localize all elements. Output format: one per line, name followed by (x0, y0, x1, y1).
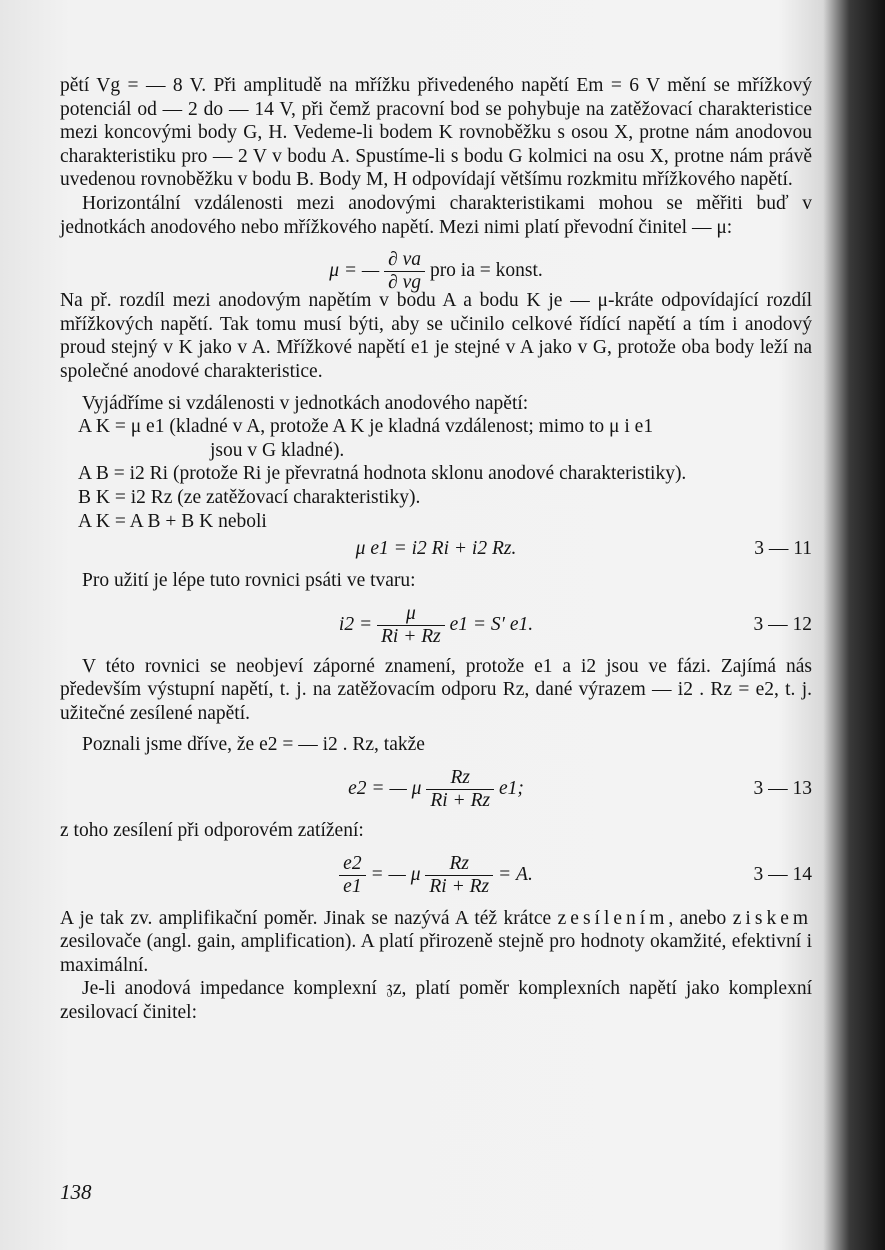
eq12-lhs: i2 = (338, 613, 373, 635)
spaced-term-zesilenim: zesílením (557, 907, 669, 929)
eq14-fraction-left (339, 853, 365, 898)
paragraph-10: Je-li anodová impedance komplexní 𝔷z, platí poměr komplexních napětí jako komplexní zesilovací činitel: (60, 978, 812, 1024)
distance-list (60, 415, 812, 533)
eq11-number: 3 — 11 (754, 538, 812, 560)
page-number: 138 (60, 1180, 92, 1204)
eq13-number: 3 — 13 (753, 778, 812, 800)
eq14-number: 3 — 14 (753, 863, 812, 885)
eq12-denominator: Ri + Rz (380, 625, 441, 647)
spaced-term-ziskem: ziskem (732, 907, 813, 929)
eq14-denominator-left: e1 (343, 875, 362, 897)
eq-mu-denominator: ∂ vg (388, 272, 422, 294)
eq14-denominator-right: Ri + Rz (429, 875, 490, 897)
paragraph-3: Na př. rozdíl mezi anodovým napětím v bodu A a bodu K je — μ-kráte odpovídající rozdíl mřížkových napětí. Tak tomu musí býti, aby se učinilo celkové řídící napětí a tím i anodový proud stejný v K jako v A. Mřížkové napětí e1 je stejné v A jako v G, protože oba body leží na společné anodové charakteristice. (60, 290, 812, 382)
paragraph-1: pětí Vg = — 8 V. Při amplitudě na mřížku přivedeného napětí Em = 6 V mění se mřížkový potenciál od — 2 do — 14 V, při čemž pracovní bod se pohybuje na zatěžovací charakteristice mezi koncovými body G, H. Vedeme-li bodem K rovnoběžku s osou X, protne nám anodovou charakteristiku pro — 2 V v bodu A. Spustíme-li s bodu G kolmici na osu X, protne nám právě uvedenou rovnoběžku v bodu B. Body M, H odpovídají většímu rozkmitu mřížkového napětí. (60, 75, 812, 191)
list-item: jsou v G kladné). (210, 439, 345, 461)
paragraph-9-part: zesilovače (angl. gain, amplification). A platí přirozeně stejně pro hodnoty okamžité, efektivní i maximální. (60, 931, 812, 976)
paragraph-9-part: , anebo (668, 907, 733, 929)
eq13-denominator: Ri + Rz (430, 790, 491, 812)
eq14-middle: = — μ (370, 863, 421, 885)
eq12-numerator: μ (377, 603, 445, 626)
paragraph-4: Vyjádříme si vzdálenosti v jednotkách anodového napětí: (82, 392, 529, 414)
eq-mu-lhs: μ = — (329, 260, 380, 282)
eq13-numerator: Rz (426, 767, 494, 790)
equation-mu (60, 239, 812, 294)
eq13-fraction (426, 767, 494, 812)
paragraph-7: Poznali jsme dříve, že e2 = — i2 . Rz, takže (82, 734, 425, 756)
paragraph-2: Horizontální vzdálenosti mezi anodovými charakteristikami mohou se měřiti buď v jednotkách anodového nebo mřížkového napětí. Mezi nimi platí převodní činitel — μ: (60, 192, 812, 238)
list-item: A B = i2 Ri (protože Ri je převratná hodnota sklonu anodové charakteristiky). (78, 463, 687, 485)
eq-mu-fraction (384, 249, 425, 294)
paragraph-9-part: A je tak zv. amplifikační poměr. Jinak se nazývá A též krátce (60, 907, 558, 929)
eq12-rhs: e1 = S′ e1. (449, 613, 534, 635)
list-item: A K = A B + B K neboli (78, 510, 267, 532)
eq14-numerator-left: e2 (339, 853, 365, 876)
eq14-fraction-right (425, 853, 493, 898)
eq11-expression: μ e1 = i2 Ri + i2 Rz. (355, 538, 517, 560)
equation-3-14 (60, 843, 812, 907)
equation-3-12 (60, 593, 812, 655)
paragraph-6: V této rovnici se neobjeví záporné znamení, protože e1 a i2 jsou ve fázi. Zajímá nás především výstupní napětí, t. j. na zatěžovacím odporu Rz, dané výrazem — i2 . Rz = e2, t. j. užitečné zesílené napětí. (60, 655, 812, 724)
eq12-number: 3 — 12 (753, 613, 812, 635)
paragraph-9 (60, 907, 812, 978)
equation-3-11 (60, 533, 812, 569)
eq-mu-rhs: pro ia = konst. (429, 260, 543, 282)
eq13-lhs: e2 = — μ (348, 778, 422, 800)
page-text (60, 74, 812, 1025)
list-item: B K = i2 Rz (ze zatěžovací charakteristiky). (78, 486, 421, 508)
equation-3-13 (60, 757, 812, 819)
eq13-rhs: e1; (498, 778, 524, 800)
eq12-fraction (377, 603, 445, 648)
eq14-numerator-right: Rz (425, 853, 493, 876)
paragraph-5: Pro užití je lépe tuto rovnici psáti ve tvaru: (82, 570, 416, 592)
eq14-rhs: = A. (498, 863, 533, 885)
paragraph-8: z toho zesílení při odporovém zatížení: (60, 820, 364, 842)
eq-mu-numerator: ∂ va (384, 249, 425, 272)
list-item: A K = μ e1 (kladné v A, protože A K je kladná vzdálenost; mimo to μ i e1 (78, 416, 654, 438)
